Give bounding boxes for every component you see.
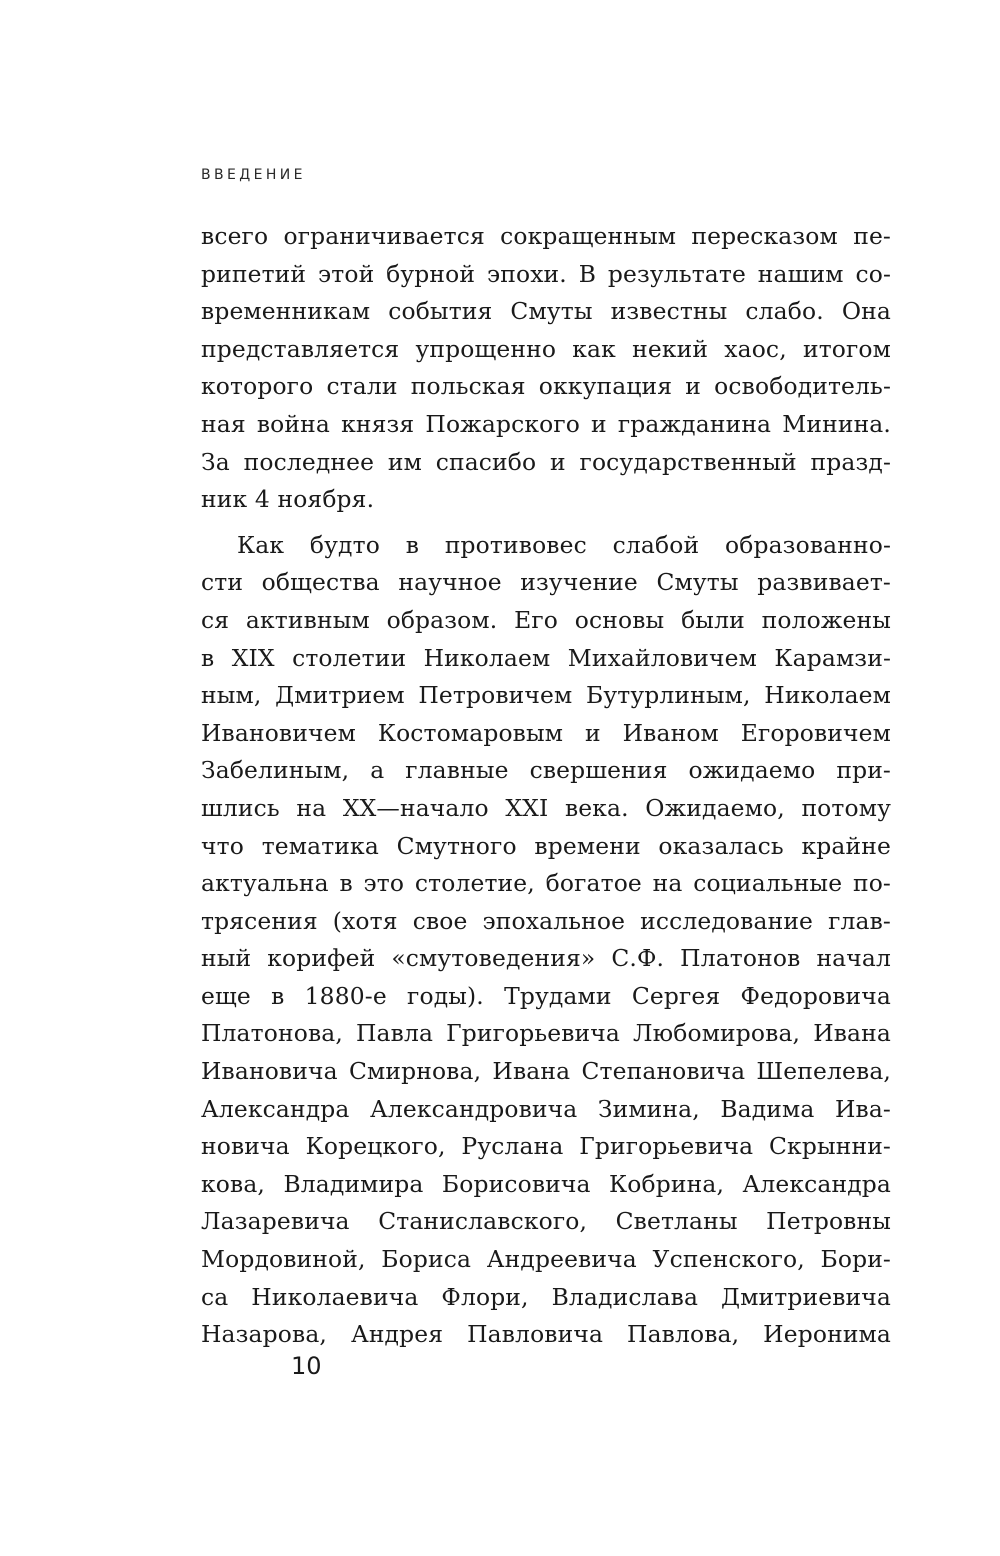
text-line: трясения (хотя свое эпохальное исследование глав- bbox=[201, 906, 891, 935]
text-line: Назарова, Андрея Павловича Павлова, Иеронима bbox=[201, 1320, 891, 1349]
paragraph-1 bbox=[201, 218, 891, 519]
text-line: ная война князя Пожарского и гражданина Минина. bbox=[201, 409, 891, 438]
text-line: ный корифей «смутоведения» С.Ф. Платонов начал bbox=[201, 944, 891, 973]
text-line: ным, Дмитрием Петровичем Бутурлиным, Николаем bbox=[201, 681, 891, 710]
text-line: еще в 1880-е годы). Трудами Сергея Федоровича bbox=[201, 981, 891, 1010]
body-text bbox=[201, 218, 891, 1354]
text-line: представляется упрощенно как некий хаос, итогом bbox=[201, 334, 891, 363]
text-line: которого стали польская оккупация и освободитель- bbox=[201, 372, 891, 401]
text-line: ник 4 ноября. bbox=[201, 485, 375, 514]
text-line: са Николаевича Флори, Владислава Дмитриевича bbox=[201, 1282, 891, 1311]
text-line: Платонова, Павла Григорьевича Любомирова, Ивана bbox=[201, 1019, 891, 1048]
paragraph-2 bbox=[201, 527, 891, 1354]
text-line: Ивановичем Костомаровым и Иваном Егоровичем bbox=[201, 718, 891, 747]
running-head: ВВЕДЕНИЕ bbox=[201, 167, 306, 183]
text-line: шлись на XX—начало XXI века. Ожидаемо, потому bbox=[201, 793, 891, 822]
text-line: Забелиным, а главные свершения ожидаемо при- bbox=[201, 756, 891, 785]
page-number: 10 bbox=[291, 1352, 322, 1380]
text-line: новича Корецкого, Руслана Григорьевича Скрынни- bbox=[201, 1132, 891, 1161]
text-line: Александра Александровича Зимина, Вадима Ива- bbox=[201, 1094, 891, 1123]
text-line: актуальна в это столетие, богатое на социальные по- bbox=[201, 869, 891, 898]
text-line: что тематика Смутного времени оказалась крайне bbox=[201, 831, 891, 860]
text-line: За последнее им спасибо и государственный празд- bbox=[201, 447, 891, 476]
text-line: Как будто в противовес слабой образованно- bbox=[237, 530, 891, 559]
text-line: сти общества научное изучение Смуты развивает- bbox=[201, 568, 891, 597]
text-line: Мордовиной, Бориса Андреевича Успенского, Бори- bbox=[201, 1245, 891, 1274]
text-line: временникам события Смуты известны слабо. Она bbox=[201, 297, 891, 326]
text-line: рипетий этой бурной эпохи. В результате нашим со- bbox=[201, 259, 891, 288]
text-line: Лазаревича Станиславского, Светланы Петровны bbox=[201, 1207, 891, 1236]
text-line: кова, Владимира Борисовича Кобрина, Александра bbox=[201, 1169, 891, 1198]
text-line: ся активным образом. Его основы были положены bbox=[201, 605, 891, 634]
text-line: всего ограничивается сокращенным пересказом пе- bbox=[201, 222, 891, 250]
text-line: в XIX столетии Николаем Михайловичем Карамзи- bbox=[201, 643, 891, 672]
text-line: Ивановича Смирнова, Ивана Степановича Шепелева, bbox=[201, 1057, 891, 1086]
